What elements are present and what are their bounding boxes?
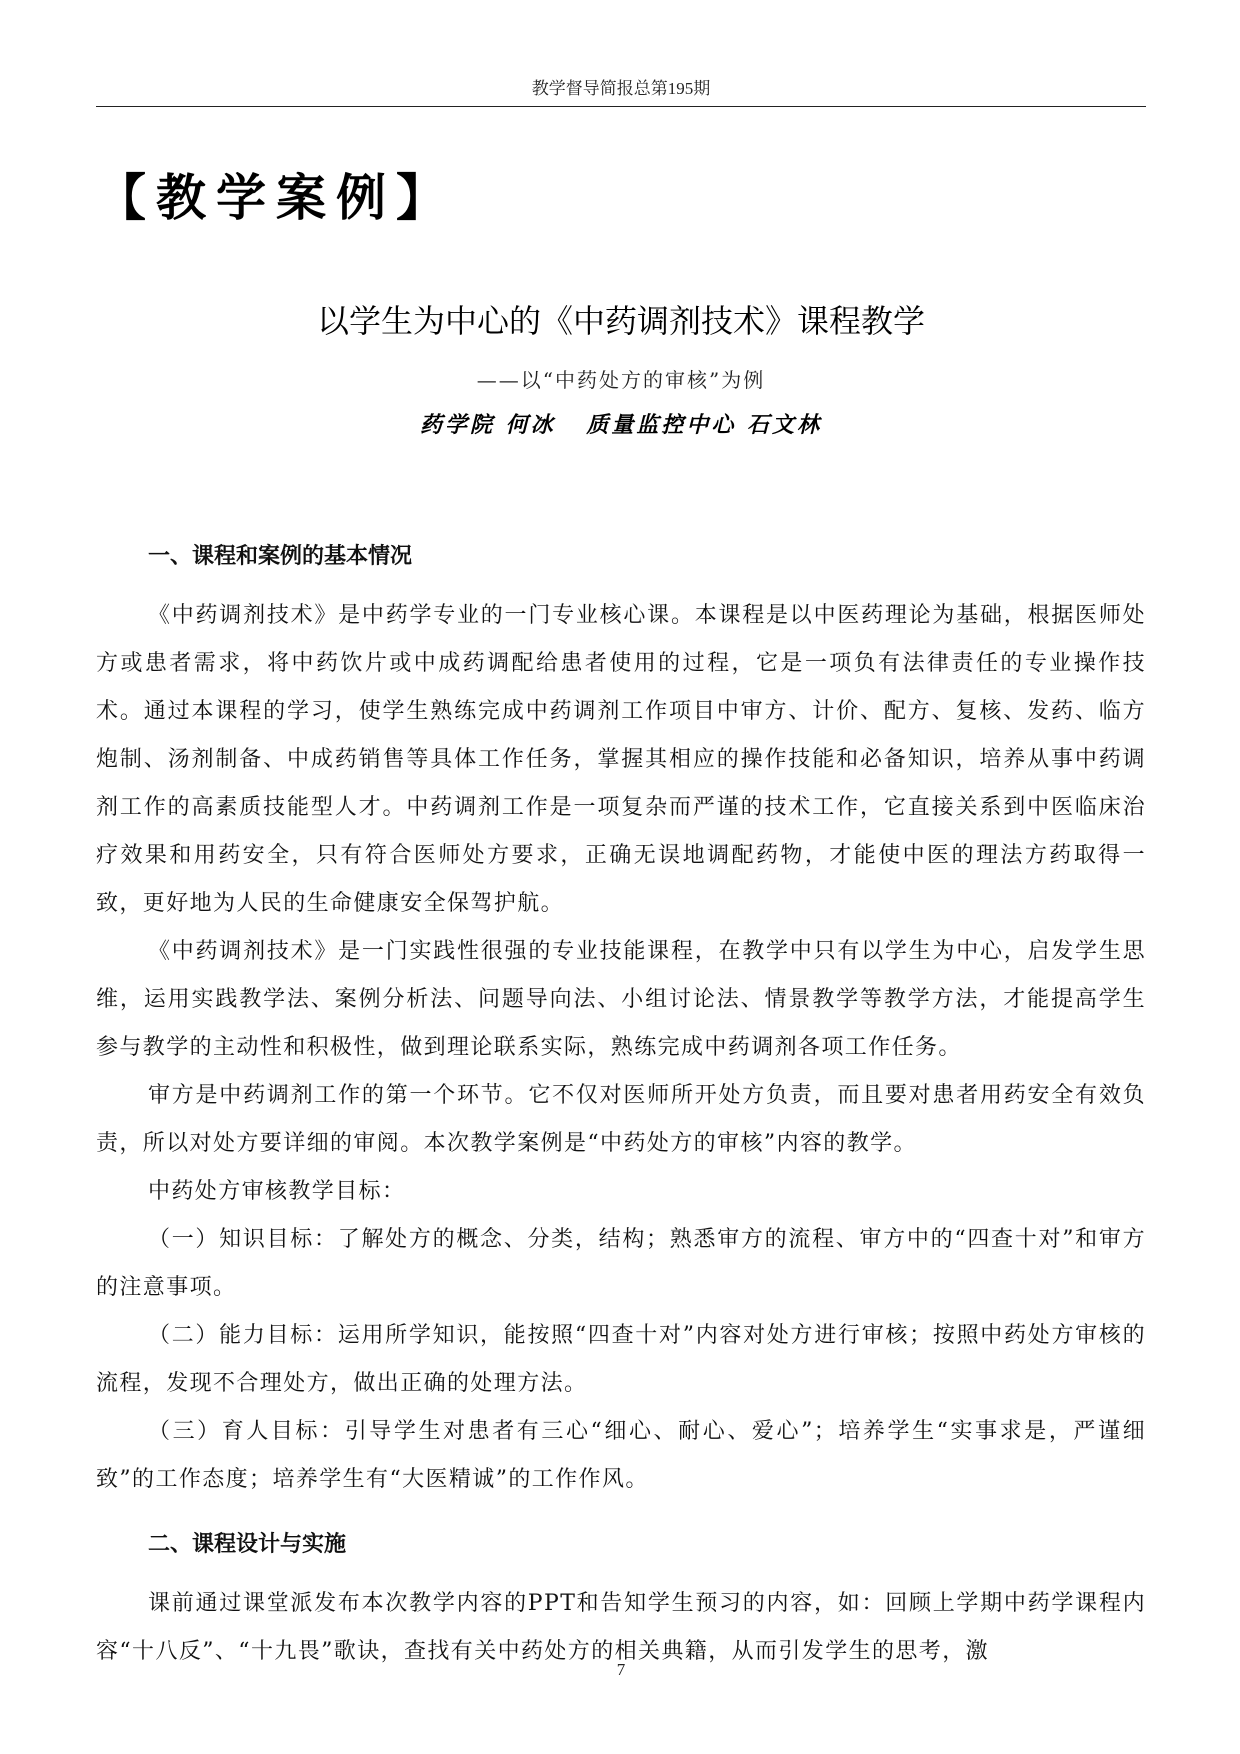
article-subtitle: ——以“中药处方的审核”为例 [476,368,766,392]
paragraph: 课前通过课堂派发布本次教学内容的PPT和告知学生预习的内容，如：回顾上学期中药学课程内容“十八反”、“十九畏”歌诀，查找有关中药处方的相关典籍，从而引发学生的思考，激 [96,1591,1146,1664]
objective-item: （三）育人目标：引导学生对患者有三心“细心、耐心、爱心”；培养学生“实事求是，严谨细致”的工作态度；培养学生有“大医精诚”的工作作风。 [96,1419,1146,1492]
author-2: 质量监控中心 石文林 [586,412,822,438]
page-number: 7 [616,1660,626,1679]
running-header: 教学督导简报总第195期 [531,79,711,98]
author-1: 药学院 何冰 [419,412,556,438]
paragraph: 中药处方审核教学目标： [148,1179,406,1204]
header-divider [96,106,1146,107]
article-body [96,532,1146,1676]
section-heading-1: 一、课程和案例的基本情况 [148,544,413,569]
article-title: 以学生为中心的《中药调剂技术》课程教学 [316,302,925,340]
paragraph: 《中药调剂技术》是一门实践性很强的专业技能课程，在教学中只有以学生为中心，启发学生思维，运用实践教学法、案例分析法、问题导向法、小组讨论法、情景教学等教学方法，才能提高学生参与教学的主动性和积极性，做到理论联系实际，熟练完成中药调剂各项工作任务。 [96,939,1146,1060]
article-authors [96,408,1146,439]
section-heading-2: 二、课程设计与实施 [148,1532,347,1557]
paragraph: 审方是中药调剂工作的第一个环节。它不仅对医师所开处方负责，而且要对患者用药安全有效负责，所以对处方要详细的审阅。本次教学案例是“中药处方的审核”内容的教学。 [96,1083,1146,1156]
paragraph: 《中药调剂技术》是中药学专业的一门专业核心课。本课程是以中医药理论为基础，根据医师处方或患者需求，将中药饮片或中成药调配给患者使用的过程，它是一项负有法律责任的专业操作技术。通过本课程的学习，使学生熟练完成中药调剂工作项目中审方、计价、配方、复核、发药、临方炮制、汤剂制备、中成药销售等具体工作任务，掌握其相应的操作技能和必备知识，培养从事中药调剂工作的高素质技能型人才。中药调剂工作是一项复杂而严谨的技术工作，它直接关系到中医临床治疗效果和用药安全，只有符合医师处方要求，正确无误地调配药物，才能使中医的理法方药取得一致，更好地为人民的生命健康安全保驾护航。 [96,603,1146,916]
objective-item: （二）能力目标：运用所学知识，能按照“四查十对”内容对处方进行审核；按照中药处方审核的流程，发现不合理处方，做出正确的处理方法。 [96,1323,1146,1396]
section-banner: 【教学案例】 [96,169,456,227]
objective-item: （一）知识目标：了解处方的概念、分类，结构；熟悉审方的流程、审方中的“四查十对”和审方的注意事项。 [96,1227,1146,1300]
